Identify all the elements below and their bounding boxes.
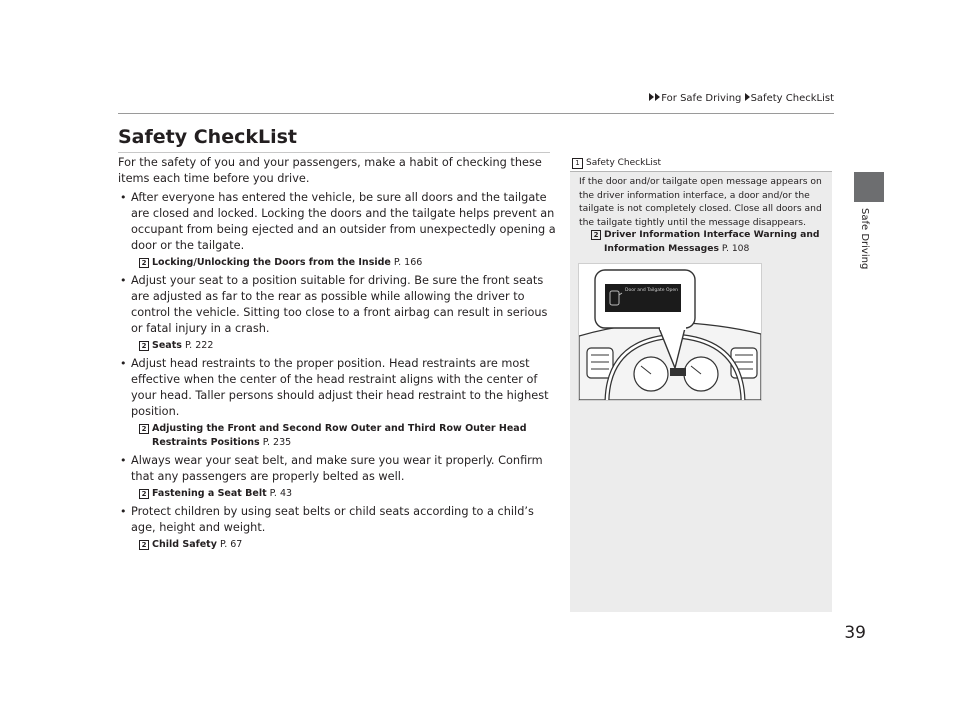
checklist-item-text: Adjust head restraints to the proper position. Head restraints are most effective when the center of the head restraint aligns with the center of your head. Taller persons should adjust their head restraint to the highest position. xyxy=(131,357,549,418)
cross-reference-link[interactable] xyxy=(139,487,556,501)
cross-reference-link[interactable] xyxy=(139,256,556,270)
reference-title[interactable]: Seats xyxy=(152,340,182,351)
breadcrumb-item-section[interactable]: For Safe Driving xyxy=(661,93,742,104)
bullet-icon: • xyxy=(120,454,127,467)
checklist-item-text: Always wear your seat belt, and make sure you wear it properly. Confirm that any passengers are properly belted as well. xyxy=(131,454,543,483)
dashboard-drawing xyxy=(579,264,761,400)
breadcrumb-arrow-icon xyxy=(649,93,654,101)
reference-page[interactable]: P. 43 xyxy=(269,488,293,499)
chapter-tab-marker xyxy=(854,172,884,202)
bullet-icon: • xyxy=(120,357,127,370)
checklist-item xyxy=(118,453,556,501)
reference-arrow-icon: 2 xyxy=(139,424,149,434)
callout-joint xyxy=(660,326,686,330)
left-air-vent-icon xyxy=(587,348,613,378)
breadcrumb xyxy=(484,93,834,104)
display-message: Door and Tailgate Open xyxy=(625,288,679,293)
reference-title[interactable]: Adjusting the Front and Second Row Outer and Third Row Outer Head xyxy=(152,423,527,434)
cross-reference-link[interactable] xyxy=(139,422,556,450)
checklist-item-text: Protect children by using seat belts or child seats according to a child’s age, height and weight. xyxy=(131,505,534,534)
reference-page[interactable]: P. 222 xyxy=(184,340,214,351)
reference-page[interactable]: P. 235 xyxy=(262,437,292,448)
checklist-item-text: Adjust your seat to a position suitable for driving. Be sure the front seats are adjusted as far to the rear as possible while allowing the driver to control the vehicle. Sitting too close to a front airbag can result in serious or fatal injury in a crash. xyxy=(131,274,548,335)
cross-reference-link[interactable] xyxy=(139,339,556,353)
breadcrumb-arrow-icon xyxy=(655,93,660,101)
bullet-icon: • xyxy=(120,505,127,518)
reference-arrow-icon: 2 xyxy=(139,489,149,499)
bullet-icon: • xyxy=(120,191,127,204)
reference-title[interactable]: Locking/Unlocking the Doors from the Inside xyxy=(152,257,391,268)
page-number: 39 xyxy=(844,623,866,643)
header-divider xyxy=(118,113,834,114)
checklist-item xyxy=(118,504,556,552)
main-content xyxy=(118,155,556,552)
reference-title-continued[interactable]: Information Messages xyxy=(604,242,719,254)
checklist-item-text: After everyone has entered the vehicle, be sure all doors and the tailgate are closed and locked. Locking the doors and the tailgate helps prevent an occupant from being ejected and an outsider from unexpectedly opening a door or the tailgate. xyxy=(131,191,556,252)
cross-reference-link[interactable] xyxy=(139,538,556,552)
reference-page[interactable]: P. 108 xyxy=(721,242,750,254)
chapter-tab-label[interactable]: Safe Driving xyxy=(859,208,870,270)
intro-paragraph: For the safety of you and your passengers, make a habit of checking these items each time before you drive. xyxy=(118,156,542,185)
driver-info-display-icon xyxy=(670,368,686,376)
sidebar-cross-reference-link[interactable] xyxy=(591,228,821,255)
reference-page[interactable]: P. 166 xyxy=(393,257,423,268)
checklist-item xyxy=(118,356,556,450)
sidebar-note-text: If the door and/or tailgate open message appears on the driver information interface, a door and/or the tailgate is not completely closed. Close all doors and the tailgate tightly until the message disappears. xyxy=(579,176,822,228)
reference-arrow-icon: 2 xyxy=(139,341,149,351)
reference-page[interactable]: P. 67 xyxy=(219,539,243,550)
reference-title[interactable]: Fastening a Seat Belt xyxy=(152,488,267,499)
breadcrumb-item-page[interactable]: Safety CheckList xyxy=(750,93,834,104)
title-divider xyxy=(118,152,550,153)
sidebar-note-heading xyxy=(570,155,832,172)
page-title: Safety CheckList xyxy=(118,126,298,148)
reference-title-continued[interactable]: Restraints Positions xyxy=(152,437,260,448)
reference-arrow-icon: 2 xyxy=(139,540,149,550)
dashboard-illustration xyxy=(578,263,762,401)
reference-arrow-icon: 2 xyxy=(139,258,149,268)
reference-title[interactable]: Child Safety xyxy=(152,539,217,550)
reference-title[interactable]: Driver Information Interface Warning and xyxy=(604,229,820,240)
note-marker-icon: 1 xyxy=(572,158,583,169)
bullet-icon: • xyxy=(120,274,127,287)
sidebar-note-title: Safety CheckList xyxy=(586,158,662,168)
checklist-item xyxy=(118,190,556,270)
checklist-item xyxy=(118,273,556,353)
reference-arrow-icon: 2 xyxy=(591,230,601,240)
breadcrumb-arrow-icon xyxy=(745,93,750,101)
